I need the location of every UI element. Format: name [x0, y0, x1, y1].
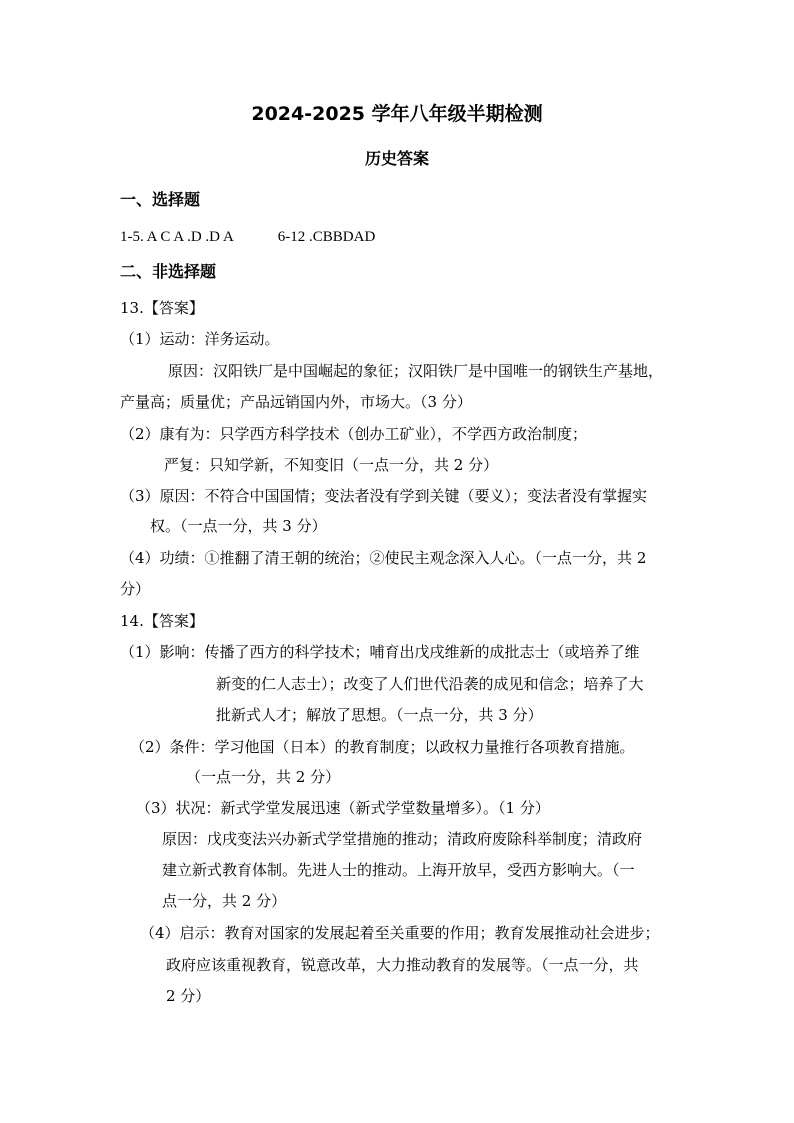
q13-line: 分）: [120, 580, 151, 598]
q14-line: 建立新式教育体制。先进人士的推动。上海开放早，受西方影响大。（一: [162, 861, 635, 879]
q14-line: 新变的仁人志士）；改变了人们世代沿袭的成见和信念；培养了大: [216, 675, 644, 693]
q14-line: （一点一分，共 2 分）: [186, 768, 341, 786]
choice-answers-1-5: 1-5. A C A .D .D A: [120, 229, 234, 245]
q13-line: 权。（一点一分，共 3 分）: [150, 517, 327, 535]
q13-line: 产量高；质量优；产品远销国内外，市场大。（3 分）: [120, 393, 472, 411]
q14-label: 14.【答案】: [120, 612, 204, 630]
q14-line: 批新式人才；解放了思想。（一点一分，共 3 分）: [216, 706, 543, 724]
page-title: 2024-2025 学年八年级半期检测: [251, 103, 543, 125]
q13-line: （2）康有为：只学西方科学技术（创办工矿业），不学西方政治制度；: [120, 425, 588, 443]
section-heading-choice: 一、选择题: [120, 190, 201, 209]
q14-line: 2 分）: [166, 987, 211, 1005]
choice-answers-6-12: 6-12 .CBBDAD: [277, 229, 376, 245]
q14-line: （2）条件：学习他国（日本）的教育制度；以政权力量推行各项教育措施。: [130, 738, 635, 756]
q13-label: 13.【答案】: [120, 299, 204, 317]
choice-answers: [120, 227, 375, 247]
page-subtitle: 历史答案: [364, 149, 429, 168]
q14-line: （1）影响：传播了西方的科学技术；哺育出戊戌维新的成批志士（或培养了维: [120, 643, 640, 661]
q13-line: 原因：汉阳铁厂是中国崛起的象征；汉阳铁厂是中国唯一的钢铁生产基地，: [168, 362, 664, 380]
q14-line: 政府应该重视教育，锐意改革，大力推动教育的发展等。（一点一分，共: [166, 956, 639, 974]
q13-line: 严复：只知学新，不知变旧（一点一分，共 2 分）: [164, 456, 499, 474]
section-heading-nonchoice: 二、非选择题: [120, 262, 217, 281]
q14-line: （4）启示：教育对国家的发展起着至关重要的作用；教育发展推动社会进步；: [140, 924, 660, 942]
q14-line: （3）状况：新式学堂发展迅速（新式学堂数量增多）。（1 分）: [136, 799, 550, 817]
q14-line: 点一分，共 2 分）: [162, 892, 287, 910]
q13-line: （1）运动：洋务运动。: [120, 330, 280, 348]
q14-line: 原因：戊戌变法兴办新式学堂措施的推动；清政府废除科举制度；清政府: [162, 830, 643, 848]
q13-line: （4）功绩：①推翻了清王朝的统治；②使民主观念深入人心。（一点一分，共 2: [120, 549, 647, 567]
q13-line: （3）原因：不符合中国国情；变法者没有学到关键（要义）；变法者没有掌握实: [120, 487, 648, 505]
